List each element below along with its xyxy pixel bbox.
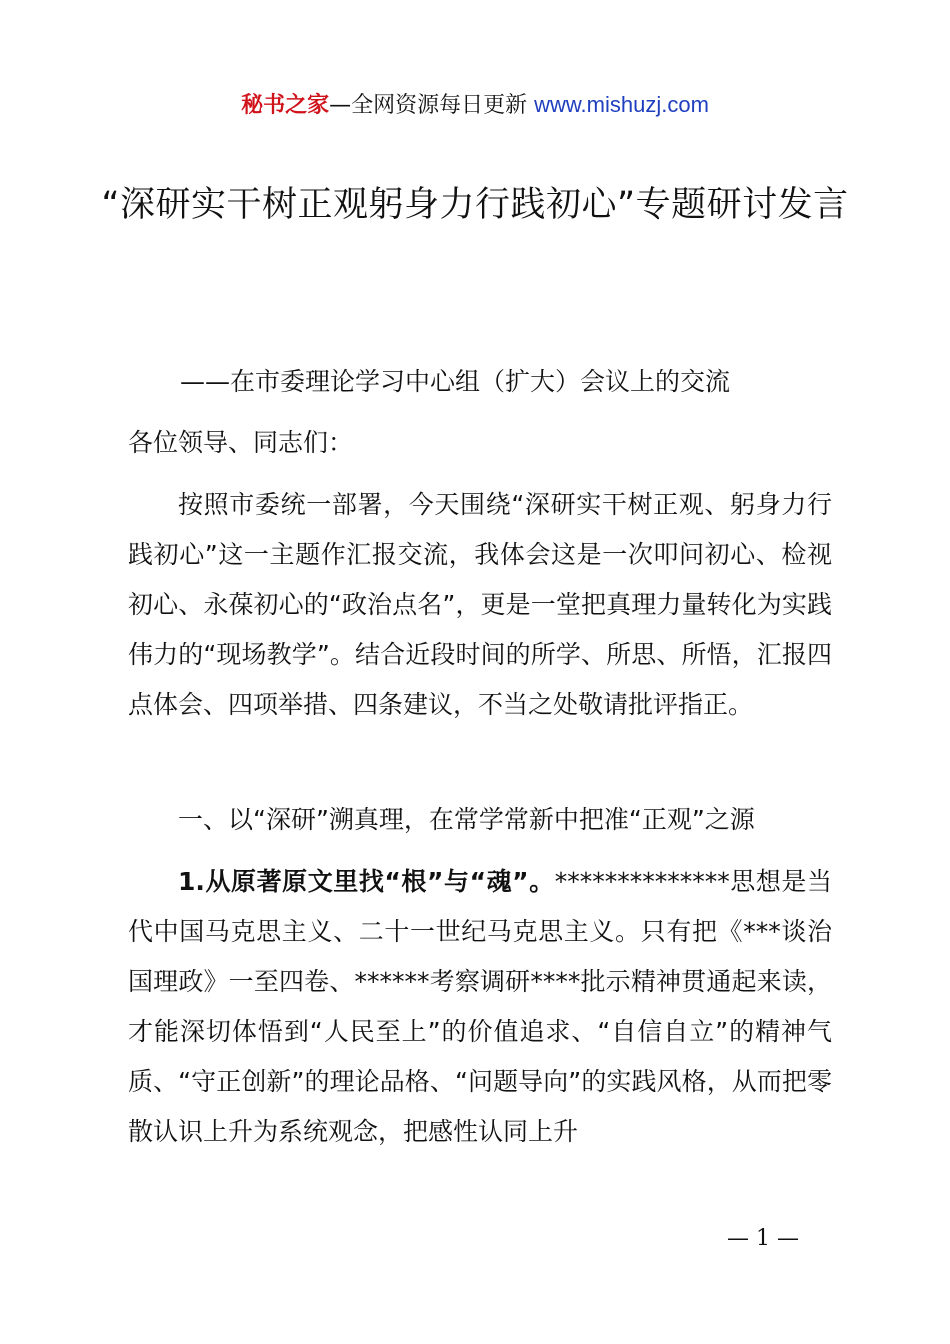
site-url-link[interactable]: www.mishuzj.com [534, 92, 709, 117]
document-subtitle: ——在市委理论学习中心组（扩大）会议上的交流 [180, 367, 731, 396]
greeting: 各位领导、同志们： [128, 428, 354, 457]
site-header [0, 88, 950, 123]
site-brand: 秘书之家 [241, 93, 330, 118]
paragraph-2-lead: 1.从原著原文里找“根”与“魂”。 [178, 867, 555, 896]
site-slogan: —全网资源每日更新 [329, 93, 528, 118]
page-number: — 1 — [727, 1226, 799, 1251]
section-heading-1: 一、以“深研”溯真理，在常学常新中把准“正观”之源 [178, 805, 755, 834]
document-title: “深研实干树正观躬身力行践初心”专题研讨发言 [101, 185, 849, 225]
paragraph-2 [128, 857, 832, 1157]
intro-paragraph: 按照市委统一部署，今天围绕“深研实干树正观、躬身力行践初心”这一主题作汇报交流，我体会这是一次叩问初心、检视初心、永葆初心的“政治点名”，更是一堂把真理力量转化为实践伟力的“现场教学”。结合近段时间的所学、所思、所悟，汇报四点体会、四项举措、四条建议，不当之处敬请批评指正。 [128, 490, 832, 719]
paragraph-2-body: **************思想是当代中国马克思主义、二十一世纪马克思主义。只有把《***谈治国理政》一至四卷、******考察调研****批示精神贯通起来读，才能深切体悟到“人民至上”的价值追求、“自信自立”的精神气质、“守正创新”的理论品格、“问题导向”的实践风格，从而把零散认识上升为系统观念，把感性认同上升 [128, 867, 832, 1146]
